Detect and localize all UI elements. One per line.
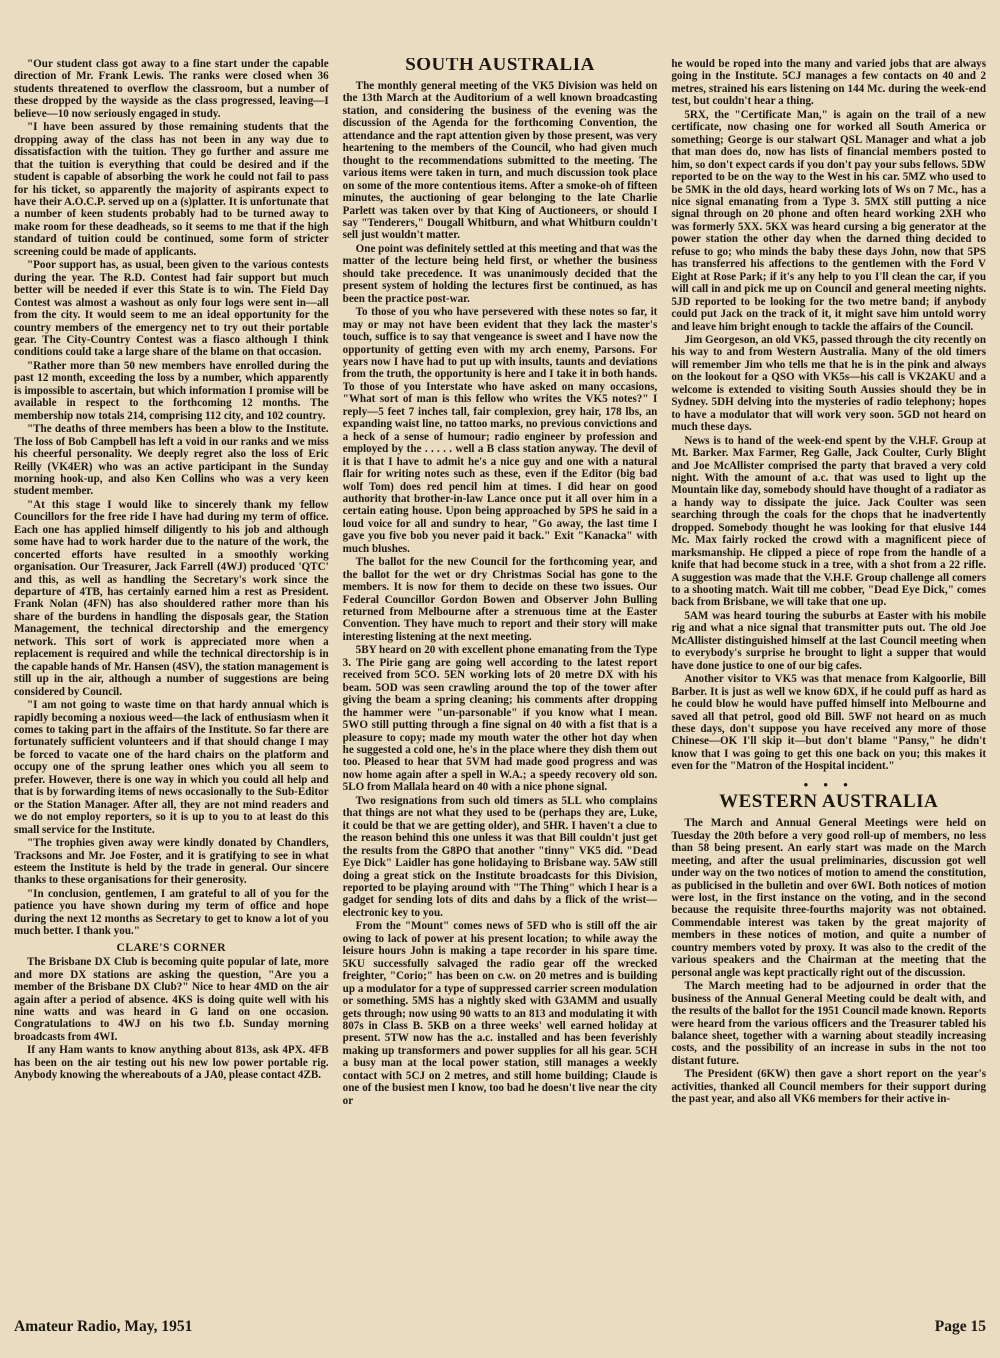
paragraph: The March meeting had to be adjourned in order that the business of the Annual General Meeting could be dealt with, and the results of the ballot for the 1951 Council made known. Reports were heard from the various officers and the Treasurer tabled his balance sheet, together with a warning about steadily increasing costs, and the possibility of an increase in subs in the not too distant future. [671, 980, 987, 1067]
paragraph: 5AM was heard touring the suburbs at Easter with his mobile rig and what a nice signal that transmitter puts out. The old Joe McAllister distinguished himself at the last Council meeting when to everybody's surprise he brought to light a supper that would have done justice to one of our big cafes. [671, 609, 987, 672]
paragraph: News is to hand of the week-end spent by the V.H.F. Group at Mt. Barker. Max Farmer, Reg Galle, Jack Coulter, Curly Blight and Joe McAllister comprised the party that braved a very cold night. With the amount of a.c. that was used to light up the Mountain like day, somebody should have thought of a radiator as a handy way to dissipate the juice. Jack Coulter was seen searching through the coals for the chops that he inadvertently dropped. Somebody thought he was looking for that elusive 144 Mc. Max fairly rocked the crowd with a magnificent piece of marksmanship. He clipped a piece of rope from the handle of a knife that had become stuck in a tree, with a shot from a 22 rifle. A suggestion was made that the V.H.F. Group challenge all comers to a shooting match. Wait till me cobber, "Dead Eye Dick," comes back from Brisbane, we will take that one up. [671, 434, 987, 609]
paragraph: Another visitor to VK5 was that menace from Kalgoorlie, Bill Barber. It is just as well we know 6DX, if he could puff as hard as he could blow he would have puffed himself into Melbourne and saved all that petrol, good old Bill. 5WF not heard on as much these days, don't suppose you have received any more of those Chinese—OK I'll skip it—but don't blame "Pansy," he didn't know that I was going to get this one back on you; this makes it even for the "Matron of the Hospital incident." [671, 673, 987, 773]
column-middle [343, 58, 658, 1308]
page-footer [14, 1318, 986, 1336]
paragraph: 5BY heard on 20 with excellent phone emanating from the Type 3. The Pirie gang are going well according to the latest report received from 5CO. 5EN working lots of 20 metre DX with his beam. 5OD was seen crawling around the top of the tower after giving the beam a spring cleaning; his comments after dropping the hammer were "un-parsonable" if you know what I mean. 5WO still putting through a fine signal on 40 with a fist that is a pleasure to copy; made my mouth water the other hot day when he suggested a cold one, he's in the place where they dish them out too. Pleased to hear that 5VM had made good progress and was now home again after a spell in W.A.; a speedy recovery old son. 5LO from Mallala heard on 40 with a nice phone signal. [342, 644, 658, 794]
paragraph: "Rather more than 50 new members have enrolled during the past 12 month, exceeding the loss by a number, which apparently is impossible to ascertain, but which information I promise will be available in respect to the forthcoming 12 months. The membership now totals 214, comprising 112 city, and 102 country. [14, 359, 329, 422]
paragraph: "Our student class got away to a fine start under the capable direction of Mr. Frank Lewis. The ranks were closed when 36 students threatened to overflow the classroom, but a number of these dropped by the wayside as the class progressed, leaving—I believe—10 now seriously engaged in study. [14, 58, 329, 120]
paragraph: 5RX, the "Certificate Man," is again on the trail of a new certificate, now chasing one for worked all South America or something; George is our stalwart QSL Manager and what a job that man does do, now has lists of financial members posted to him, so don't expect cards if you don't pay your subs fellows. 5DW reported to be on the way to the West in his car. 5MZ who used to be 5MK in the old days, heard working lots of Ws on 7 Mc., has a nice signal emanating from a Type 3. 5MX still putting a nice signal through on 20 phone and often heard working 2XH who was formerly 5XX. 5KX was heard cursing a big generator at the power station the other day when the darned thing decided to refuse to go; who minds the baby these days John, now that 5PS has transferred his affections to the gentlemen with the Ford V Eight at Rose Park; if it's any help to you I'll clean the car, if you will call in and pick me up on Council and general meeting nights. 5JD reported to be looking for the two metre band; if anybody could put Jack on the track of it, it might save him untold worry and leave him bright enough to tackle the affairs of the Council. [671, 108, 987, 333]
paragraph: Jim Georgeson, an old VK5, passed through the city recently on his way to and from Western Australia. Many of the old timers will remember Jim who tells me that he is in the pink and always on the lookout for a QSO with VK5s—his call is VK2AKU and a welcome is extended to visiting South Aussies should they be in Sydney. 5DH delving into the mysteries of radio telephony; hopes to have a modulator that will work very soon. 5GD not heard on much these days. [671, 333, 987, 434]
paragraph: The monthly general meeting of the VK5 Division was held on the 13th March at the Auditorium of a well known broadcasting station, and considering the business of the evening was the discussion of the Agenda for the forthcoming Convention, the attendance and the rapt attention given by those present, was very heartening to the members of the Council, who had given much thought to the recommendations submitted to the meeting. The various items were taken in turn, and much discussion took place on some of the more contentious items. After a smoke-oh of fifteen minutes, the auctioning of gear belonging to the late Charlie Parlett was taken over by that King of Auctioneers, or should I say "Tenderers," Dougall Whitburn, and what Whitburn couldn't sell just wouldn't matter. [342, 80, 658, 242]
paragraph: The March and Annual General Meetings were held on Tuesday the 20th before a very good roll-up of members, no less than 58 being present. An early start was made on the March meeting, and after the usual preliminaries, discussion got well under way on the two notices of motion to amend the constitution, as publicised in the bulletin and over 6WI. Both notices of motion were lost, in the first instance on the voting, and in the second because the requisite three-fourths majority was not obtained. Commendable interest was taken by the great majority of members in these notices of motion, and quite a number of country members voted by proxy. It was also to the credit of the various speakers and the Chairman at the meeting that the personal angle was kept practically right out of the discussion. [671, 817, 987, 979]
paragraph: Two resignations from such old timers as 5LL who complains that things are not what they used to be (perhaps they are, Luke, it could be that we are getting older), and 5HR. I haven't a clue to the reason behind this one unless it was that Bill couldn't just get the results from the G8PO that another "tinny" VK5 did. "Dead Eye Dick" Laidler has gone holidaying to Brisbane way. 5AW still doing a great stick on the Institute broadcasts for this Division, reported to be playing around with "The Thing" which I hear is a gadget for sending lots of dits and dahs by a flick of the wrist—electronic key to you. [342, 794, 658, 919]
paragraph: "I am not going to waste time on that hardy annual which is rapidly becoming a noxious weed—the lack of enthusiasm when it comes to taking part in the affairs of the Institute. So far there are fortunately sufficient volunteers and if that should change I may be forced to vacate one of the hard chairs on the platform and occupy one of the sprung leather ones which you all seem to prefer. However, there is one way in which you could all help and that is by forwarding items of news occasionally to the Sub-Editor or the Station Manager. After all, they are not mind readers and we do not employ reporters, so it is up to you to at least do this small service for the Institute. [14, 699, 329, 836]
section-heading-western-australia: WESTERN AUSTRALIA [719, 791, 939, 813]
column-left [14, 58, 329, 1308]
paragraph: The ballot for the new Council for the forthcoming year, and the ballot for the wet or dry Christmas Social has gone to the members. It is now for them to decide on these two issues. Our Federal Councillor Gordon Bowen and Observer John Bulling returned from Melbourne after a strenuous time at the Easter Convention. They have much to report and their story will make interesting listening at the next meeting. [342, 556, 658, 643]
column-right [671, 58, 986, 1308]
publication-title: Amateur Radio, May, 1951 [14, 1318, 193, 1335]
section-heading-south-australia: SOUTH AUSTRALIA [405, 58, 595, 75]
page-number: Page 15 [934, 1318, 986, 1335]
paragraph: he would be roped into the many and varied jobs that are always going in the Institute. 5CJ manages a few contacts on 40 and 2 metres, strained his ears listening on 144 Mc. during the week-end test, but couldn't hear a thing. [671, 58, 987, 108]
paragraph: "Poor support has, as usual, been given to the various contests during the year. The R.D. Contest had fair support but much better will be needed if ever this State is to win. The Field Day Contest was almost a washout as only four logs were sent in—all from the city. It would seem to me an ideal opportunity for the country members of the emergency net to try out their portable gear. The City-Country Contest was a fiasco although I think conditions could take a large share of the blame on that occasion. [14, 259, 329, 359]
paragraph: "The trophies given away were kindly donated by Chandlers, Tracksons and Mr. Joe Foster, and it is gratifying to see in what esteem the Institute is held by the trade in general. Our sincere thanks to these organisations for their generosity. [14, 837, 329, 887]
paragraph: "At this stage I would like to sincerely thank my fellow Councillors for the free ride I have had during my term of office. Each one has applied himself diligently to his job and although some have had to work harder due to the nature of the work, the concerted efforts have resulted in a smoothly working organisation. Our Treasurer, Jack Farrell (4WJ) produced 'QTC' and this, as well as handling the Secretary's work since the departure of 4TB, has certainly earned him a rest as President. Frank Nolan (4FN) has also shouldered rather more than his share of the burdens in handling the disposals gear, the Station Management, the technical directorship and the emergency network. This sort of work is appreciated more when a replacement is required and while the technical directorship is in the capable hands of Mr. Hansen (4SV), the station management is still up in the air, although a number of suggestions are being considered by Council. [14, 498, 329, 698]
section-divider: • • • [803, 776, 854, 792]
paragraph: The Brisbane DX Club is becoming quite popular of late, more and more DX stations are asking the question, "Are you a member of the Brisbane DX Club?" Nice to hear 4MD on the air again after a period of absence. 4KS is doing quite well with his nine watts and was heard in G land on one occasion. Congratulations to 4WJ on his two f.b. Sunday morning broadcasts from 4WI. [14, 956, 329, 1043]
paragraph: To those of you who have persevered with these notes so far, it may or may not have been evident that they lack the master's touch, suffice is to say that vengeance is sweet and I have now the opportunity of getting even with my arch enemy, Parsons. For years now I have had to put up with insults, taunts and deviations from the truth, the opportunity is here and I take it in both hands. To those of you Interstate who have asked on many occasions, "What sort of man is this fellow who writes the VK5 notes?" I reply—5 feet 7 inches tall, fair complexion, grey hair, 178 lbs, an expanding waist line, no tattoo marks, no previous convictions and a heck of a sense of humour; radio engineer by profession and employed by the . . . . . well a B class station anyway. The devil of it is that I have to admit he's a nice guy and one with a natural flair for writing notes such as these, even if the Editor (big bad wolf Tom) does red pencil him at times. I did hear on good authority that brother-in-law Lance once put it all over him in a certain eating house. Upon being approached by 5PS he said in a loud voice for all and sundry to hear, "Go away, the last time I gave you five bob you never paid it back." Exit "Kanacka" with much blushes. [342, 306, 658, 555]
paragraph: "I have been assured by those remaining students that the dropping away of the class has not been in any way due to dissatisfaction with the tuition. They go further and assure me that the tuition is everything that could be desired and if the student is capable of absorbing the work he could not fail to pass for his ticket, so apparently the majority of aspirants expect to have their A.O.C.P. served up on a (s)platter. It is unfortunate that a number of keen students probably had to be turned away to make room for these deadheads, so it seems to me that if the high standard of tuition could be continued, some form of stricter screening could be made of applicants. [14, 121, 329, 258]
paragraph: From the "Mount" comes news of 5FD who is still off the air owing to lack of power at his present location; to while away the leisure hours John is making a tape recorder in his spare time. 5KU successfully salvaged the radio gear off the wrecked freighter, "Corio;" has been on c.w. on 20 metres and is building up a modulator for a type of suppressed carrier screen modulation or something. 5MS has a nightly sked with G3AMM and usually gets through; now using 90 watts to an 813 and modulating it with 807s in Class B. 5KB on a three weeks' well earned holiday at present. 5TW now has the a.c. installed and has been feverishly making up transformers and power supplies for all his gear. 5CH a busy man at the local power station, still manages a weekly contact with 5CJ on 2 metres, and still home building; Claude is one of the busiest men I know, too bad he doesn't live near the city or [342, 920, 658, 1107]
section-subheading: CLARE'S CORNER [116, 941, 227, 954]
paragraph: "In conclusion, gentlemen, I am grateful to all of you for the patience you have shown during my term of office and hope during the next 12 months as Secretary to get to know a lot of you much better. I thank you." [14, 887, 329, 938]
text-columns [14, 58, 986, 1308]
paragraph: One point was definitely settled at this meeting and that was the matter of the lecture being held first, or whether the business should take precedence. It was unanimously decided that the present system of holding the lectures first be continued, as has been the practice post-war. [342, 242, 658, 305]
paragraph: If any Ham wants to know anything about 813s, ask 4PX. 4FB has been on the air testing out his new low power portable rig. Anybody knowing the whereabouts of a JA0, please contact 4ZB. [14, 1044, 329, 1082]
paragraph: "The deaths of three members has been a blow to the Institute. The loss of Bob Campbell has left a void in our ranks and we miss his cheerful personality. We deeply regret also the loss of Eric Reilly (VK4ER) who was an active participant in the Sunday morning hook-up, and also Ken Collins who was a very keen student member. [14, 423, 329, 498]
paragraph: The President (6KW) then gave a short report on the year's activities, thanked all Council members for their support during the past year, and also all VK6 members for their active in- [671, 1068, 987, 1106]
